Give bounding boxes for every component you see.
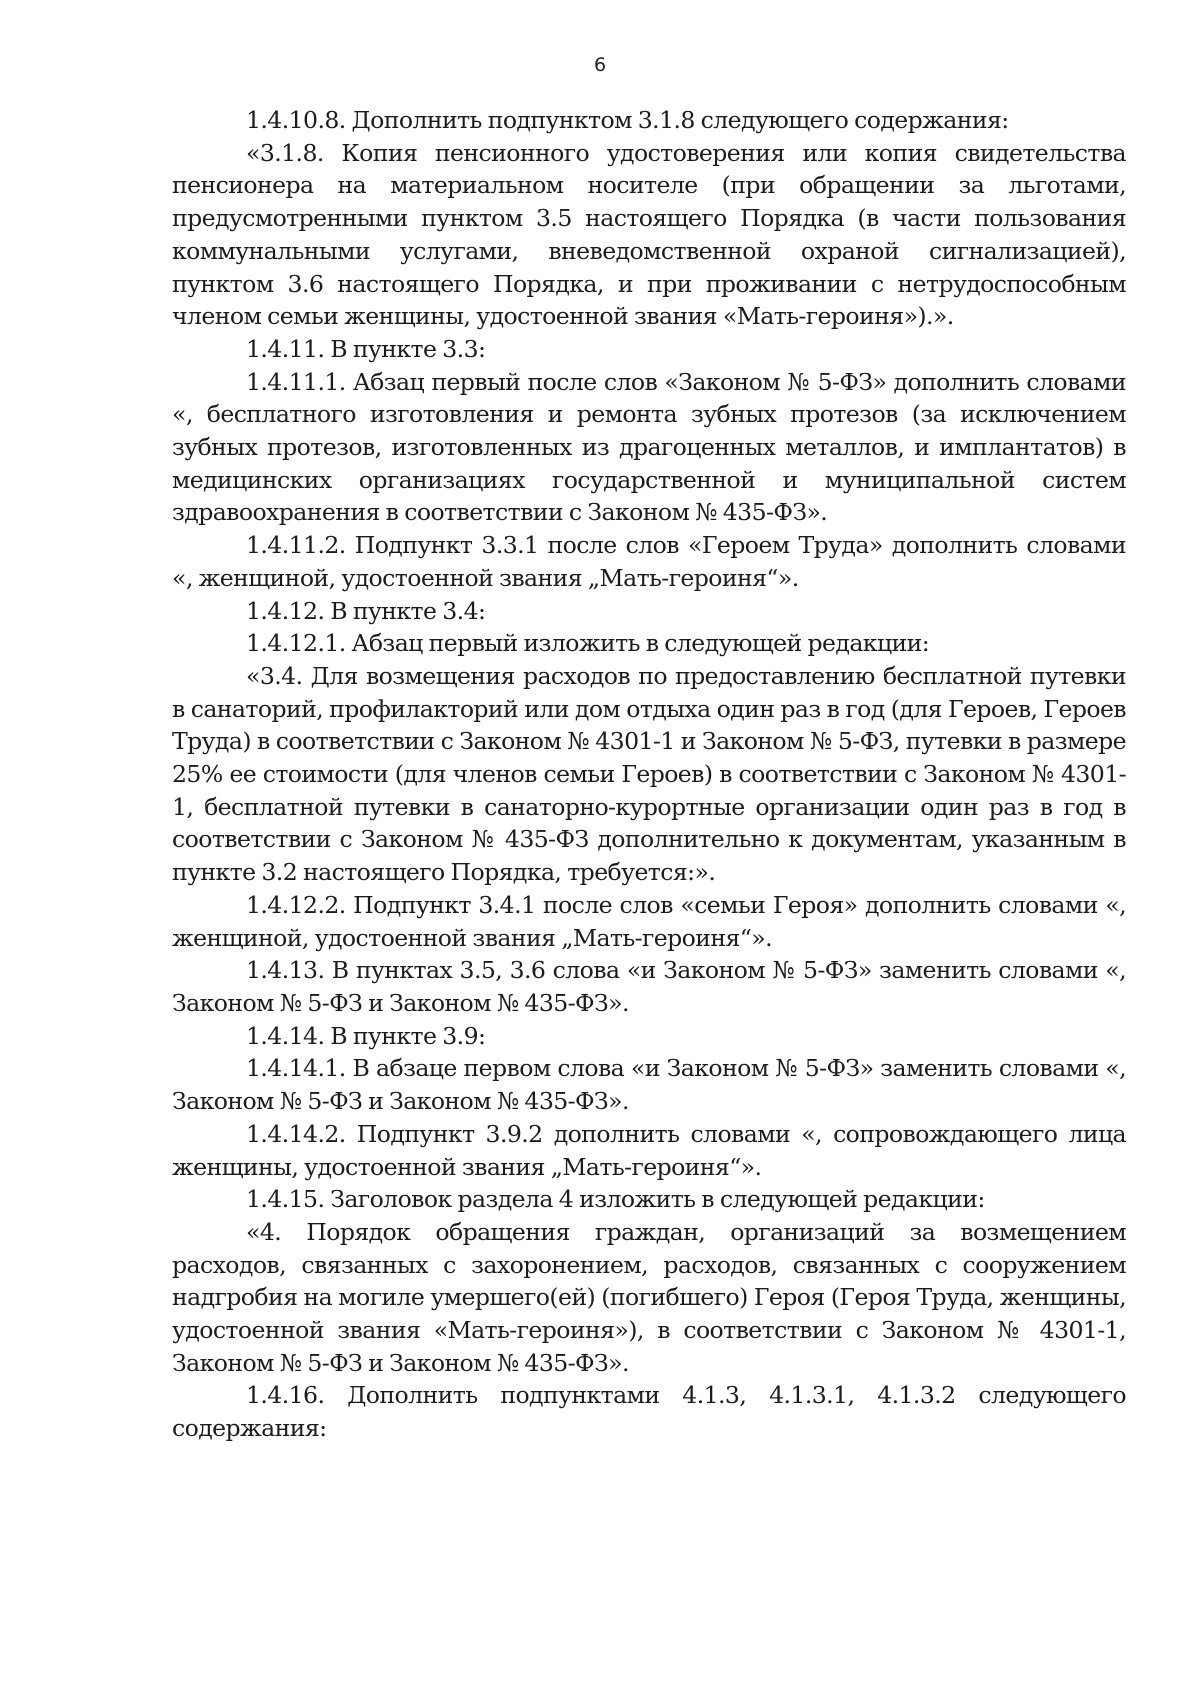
- paragraph-1-4-11-2: 1.4.11.2. Подпункт 3.3.1 после слов «Героем Труда» дополнить словами «, женщиной, удостоенной звания „Мать-героиня“».: [172, 531, 1126, 592]
- paragraph-quote-4: «4. Порядок обращения граждан, организаций за возмещением расходов, связанных с захоронением, расходов, связанных с сооружением надгробия на могиле умершего(ей) (погибшего) Героя (Героя Труда, женщины, удостоенной звания «Мать-героиня»), в соответствии с Законом № 4301-1, Законом № 5-ФЗ и Законом № 435-ФЗ».: [172, 1217, 1126, 1377]
- paragraph-1-4-14-2: 1.4.14.2. Подпункт 3.9.2 дополнить словами «, сопровождающего лица женщины, удостоенной звания „Мать-героиня“».: [172, 1119, 1126, 1181]
- document-body: [172, 104, 1126, 1445]
- paragraph-1-4-11-1: 1.4.11.1. Абзац первый после слов «Законом № 5-ФЗ» дополнить словами «, бесплатного изготовления и ремонта зубных протезов (за исключением зубных протезов, изготовленных из драгоценных металлов, и имплантатов) в медицинских организациях государственной и муниципальной систем здравоохранения в соответствии с Законом № 435-ФЗ».: [172, 367, 1126, 527]
- paragraph-1-4-15: 1.4.15. Заголовок раздела 4 изложить в следующей редакции:: [246, 1185, 985, 1214]
- paragraph-1-4-12-2: 1.4.12.2. Подпункт 3.4.1 после слов «семьи Героя» дополнить словами «, женщиной, удостоенной звания „Мать-героиня“».: [172, 890, 1126, 952]
- paragraph-1-4-16: 1.4.16. Дополнить подпунктами 4.1.3, 4.1.3.1, 4.1.3.2 следующего содержания:: [172, 1381, 1126, 1443]
- page-number: 6: [593, 54, 607, 76]
- paragraph-quote-3-4: «3.4. Для возмещения расходов по предоставлению бесплатной путевки в санаторий, профилакторий или дом отдыха один раз в год (для Героев, Героев Труда) в соответствии с Законом № 4301-1 и Законом № 5-ФЗ, путевки в размере 25% ее стоимости (для членов семьи Героев) в соответствии с Законом № 4301-1, бесплатной путевки в санаторно-курортные организации один раз в год в соответствии с Законом № 435-ФЗ дополнительно к документам, указанным в пункте 3.2 настоящего Порядка, требуется:».: [172, 661, 1126, 887]
- paragraph-1-4-11: 1.4.11. В пункте 3.3:: [246, 334, 486, 363]
- paragraph-quote-3-1-8: «3.1.8. Копия пенсионного удостоверения или копия свидетельства пенсионера на материальном носителе (при обращении за льготами, предусмотренными пунктом 3.5 настоящего Порядка (в части пользования коммунальными услугами, вневедомственной охраной сигнализацией), пунктом 3.6 настоящего Порядка, и при проживании с нетрудоспособным членом семьи женщины, удостоенной звания «Мать-героиня»).».: [172, 138, 1126, 331]
- paragraph-1-4-10-8: 1.4.10.8. Дополнить подпунктом 3.1.8 следующего содержания:: [246, 106, 1009, 134]
- paragraph-1-4-13: 1.4.13. В пунктах 3.5, 3.6 слова «и Законом № 5-ФЗ» заменить словами «, Законом № 5-ФЗ и Законом № 435-ФЗ».: [172, 956, 1126, 1017]
- paragraph-1-4-14: 1.4.14. В пункте 3.9:: [246, 1021, 486, 1050]
- paragraph-1-4-14-1: 1.4.14.1. В абзаце первом слова «и Законом № 5-ФЗ» заменить словами «, Законом № 5-ФЗ и Законом № 435-ФЗ».: [172, 1054, 1126, 1116]
- paragraph-1-4-12: 1.4.12. В пункте 3.4:: [246, 596, 486, 625]
- paragraph-1-4-12-1: 1.4.12.1. Абзац первый изложить в следующей редакции:: [246, 629, 930, 658]
